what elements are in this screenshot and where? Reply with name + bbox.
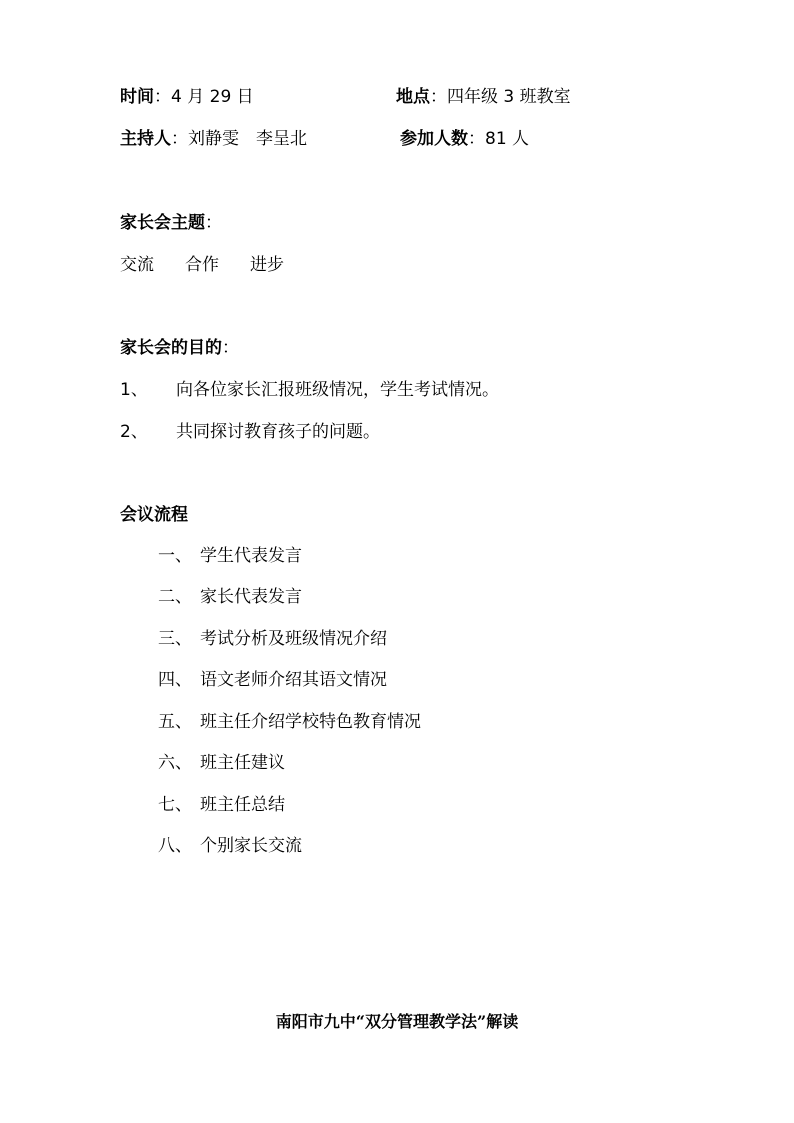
host-label: 主持人 xyxy=(120,129,171,149)
purpose-item-num: 2、 xyxy=(120,422,148,442)
purpose-heading xyxy=(120,337,239,359)
process-item-text: 学生代表发言 xyxy=(200,546,302,566)
process-item-text: 班主任建议 xyxy=(200,753,285,773)
process-item-num: 二、 xyxy=(158,587,192,607)
theme-heading xyxy=(120,212,222,234)
theme-item: 合作 xyxy=(185,255,219,275)
theme-item: 进步 xyxy=(250,255,284,275)
process-heading: 会议流程 xyxy=(120,505,188,525)
purpose-heading-text: 家长会的目的 xyxy=(120,338,222,358)
process-item-text: 班主任总结 xyxy=(200,795,285,815)
theme-heading-text: 家长会主题 xyxy=(120,213,205,233)
place-line xyxy=(396,86,571,108)
process-item-num: 七、 xyxy=(158,795,192,815)
attendees-value: ：81 人 xyxy=(468,129,530,149)
host-value: ：刘静雯 李呈北 xyxy=(171,129,307,149)
attendees-line xyxy=(400,128,529,150)
time-label: 时间 xyxy=(120,87,154,107)
process-item-text: 考试分析及班级情况介绍 xyxy=(200,629,387,649)
theme-item: 交流 xyxy=(120,255,154,275)
purpose-heading-colon: ： xyxy=(222,338,239,358)
time-line xyxy=(120,86,254,108)
purpose-item-text: 共同探讨教育孩子的问题。 xyxy=(176,422,380,442)
theme-heading-colon: ： xyxy=(205,213,222,233)
time-value: ：4 月 29 日 xyxy=(154,87,254,107)
process-item-num: 五、 xyxy=(158,712,192,732)
process-item-text: 个别家长交流 xyxy=(200,836,302,856)
process-item-num: 一、 xyxy=(158,546,192,566)
process-item-num: 三、 xyxy=(158,629,192,649)
footer-title: 南阳市九中“双分管理教学法”解读 xyxy=(275,1012,519,1031)
place-label: 地点 xyxy=(396,87,430,107)
purpose-item-text: 向各位家长汇报班级情况，学生考试情况。 xyxy=(176,380,499,400)
process-item-num: 八、 xyxy=(158,836,192,856)
attendees-label: 参加人数 xyxy=(400,129,468,149)
process-item-text: 家长代表发言 xyxy=(200,587,302,607)
process-item-text: 班主任介绍学校特色教育情况 xyxy=(200,712,421,732)
place-value: ：四年级 3 班教室 xyxy=(430,87,571,107)
purpose-item-num: 1、 xyxy=(120,380,148,400)
process-item-text: 语文老师介绍其语文情况 xyxy=(200,670,387,690)
process-item-num: 四、 xyxy=(158,670,192,690)
host-line xyxy=(120,128,307,150)
process-item-num: 六、 xyxy=(158,753,192,773)
